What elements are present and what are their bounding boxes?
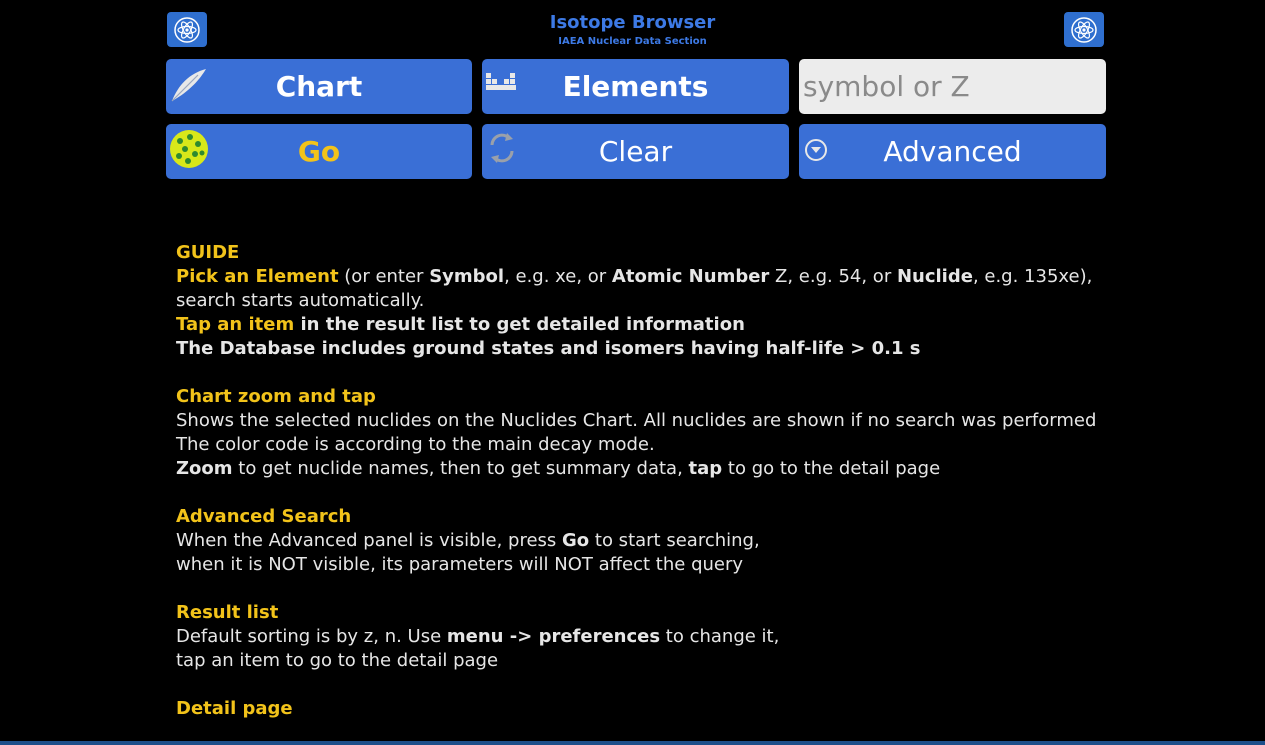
elements-button[interactable] — [482, 59, 789, 114]
tap-item-line: Tap an item in the result list to get detailed information — [176, 314, 745, 335]
clear-button-label: Clear — [598, 135, 673, 168]
chart-feather-icon — [168, 63, 210, 105]
database-line: The Database includes ground states and isomers having half-life > 0.1 s — [176, 338, 921, 359]
zoom-line: Zoom to get nuclide names, then to get summary data, tap to go to the detail page — [176, 458, 941, 479]
chevron-down-circle-icon — [801, 128, 843, 170]
result-list-heading: Result list — [176, 602, 279, 623]
nucleus-icon — [168, 128, 210, 170]
periodic-table-icon — [484, 63, 526, 105]
clear-button[interactable] — [482, 124, 789, 179]
go-button[interactable] — [166, 124, 472, 179]
advanced-line-2: when it is NOT visible, its parameters will NOT affect the query — [176, 554, 744, 575]
iaea-logo-icon[interactable] — [1064, 12, 1104, 47]
advanced-button[interactable] — [799, 124, 1106, 179]
refresh-icon — [484, 128, 526, 170]
guide-text — [176, 241, 1176, 721]
app-subtitle: IAEA Nuclear Data Section — [558, 36, 707, 47]
elements-button-label: Elements — [562, 70, 709, 103]
guide-heading: GUIDE — [176, 242, 240, 263]
chart-zoom-heading: Chart zoom and tap — [176, 386, 376, 407]
go-button-label: Go — [297, 135, 341, 168]
chart-button-label: Chart — [275, 70, 363, 103]
advanced-line-1: When the Advanced panel is visible, press Go to start searching, — [176, 530, 760, 551]
search-auto-line: search starts automatically. — [176, 290, 425, 311]
app-header — [0, 0, 1265, 56]
chart-line-2: The color code is according to the main decay mode. — [176, 434, 655, 455]
result-line-2: tap an item to go to the detail page — [176, 650, 499, 671]
advanced-button-label: Advanced — [883, 135, 1022, 168]
app-title: Isotope Browser — [549, 12, 716, 33]
detail-page-heading: Detail page — [176, 698, 293, 719]
chart-line-1: Shows the selected nuclides on the Nuclides Chart. All nuclides are shown if no search was performed — [176, 410, 1097, 431]
symbol-search-input[interactable] — [799, 59, 1106, 114]
pick-element-line: Pick an Element (or enter Symbol, e.g. xe, or Atomic Number Z, e.g. 54, or Nuclide, e.g. 135xe), — [176, 266, 1093, 287]
chart-button[interactable] — [166, 59, 472, 114]
advanced-search-heading: Advanced Search — [176, 506, 352, 527]
result-line-1: Default sorting is by z, n. Use menu -> preferences to change it, — [176, 626, 780, 647]
bottom-divider — [0, 741, 1265, 745]
